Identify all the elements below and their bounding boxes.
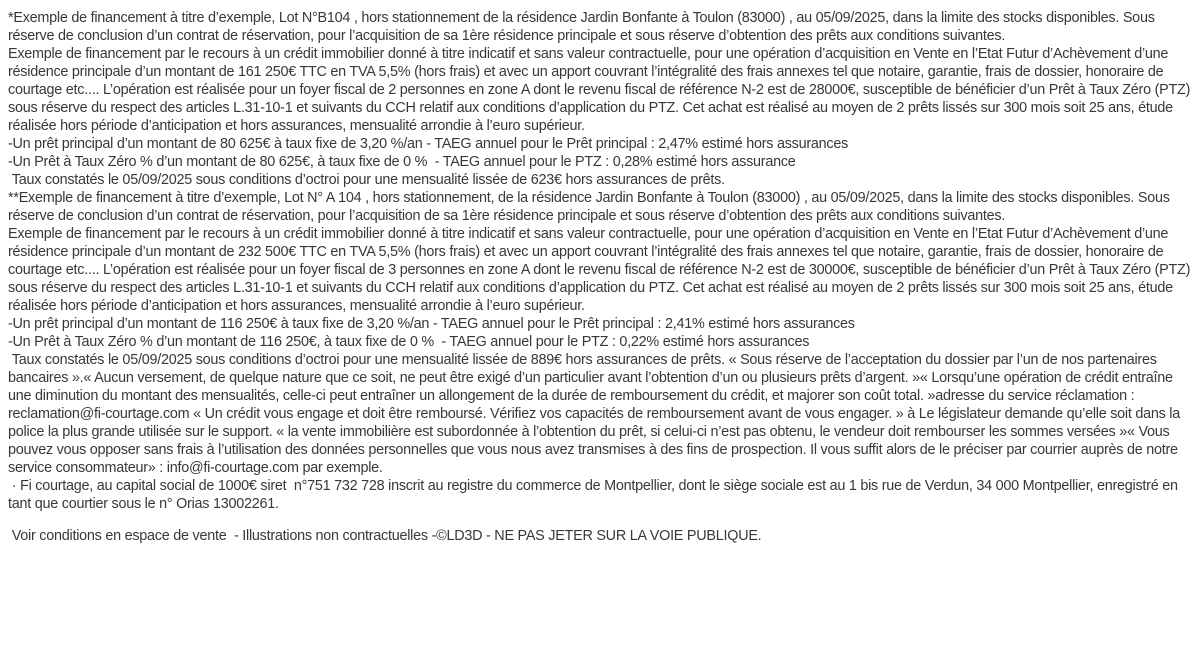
example-1-ptz-loan-line: -Un Prêt à Taux Zéro % d’un montant de 80 625€, à taux fixe de 0 % - TAEG annuel pour le PTZ : 0,28% estimé hors assurance [8,154,796,170]
financing-example-1-intro: *Exemple de financement à titre d’exemple, Lot N°B104 , hors stationnement de la résidence Jardin Bonfante à Toulon (83000) , au 05/09/2025, dans la limite des stocks disponibles. Sous réserve de conclusion d’un contrat de réservation, pour l’acquisition de sa 1ère résidence principale et sous réserve d’obtention des prêts aux conditions suivantes. [8,10,1159,44]
example-1-principal-loan-line: -Un prêt principal d’un montant de 80 625€ à taux fixe de 3,20 %/an - TAEG annuel pour le Prêt principal : 2,47% estimé hors assurances [8,136,849,152]
company-registration-paragraph: · Fi courtage, au capital social de 1000€ siret n°751 732 728 inscrit au registre du commerce de Montpellier, dont le siège sociale est au 1 bis rue de Verdun, 34 000 Montpellier, enregistré en tant que courtier sous le n° Orias 13002261. [8,478,1182,512]
financing-example-2-intro: **Exemple de financement à titre d’exemple, Lot N° A 104 , hors stationnement, de la résidence Jardin Bonfante à Toulon (83000) , au 05/09/2025, dans la limite des stocks disponibles. Sous réserve de conclusion d’un contrat de réservation, pour l’acquisition de sa 1ère résidence principale et sous réserve d’obtention des prêts aux conditions suivantes. [8,190,1174,224]
example-2-ptz-loan-line: -Un Prêt à Taux Zéro % d’un montant de 116 250€, à taux fixe de 0 % - TAEG annuel pour le PTZ : 0,22% estimé hors assurances [8,334,810,350]
financing-example-2-details: Exemple de financement par le recours à un crédit immobilier donné à titre indicatif et sans valeur contractuelle, pour une opération d’acquisition en Vente en l’Etat Futur d’Achèvement d’une résidence principale d’un montant de 232 500€ TTC en TVA 5,5% (hors frais) et avec un apport couvrant l’intégralité des frais annexes tel que notaire, garantie, frais de dossier, honoraire de courtage etc.... L’opération est réalisée pour un foyer fiscal de 3 personnes en zone A dont le revenu fiscal de référence N-2 est de 30000€, susceptible de bénéficier d’un Prêt à Taux Zéro (PTZ) sous réserve du respect des articles L.31-10-1 et suivants du CCH relatif aux conditions d’application du PTZ. Cet achat est réalisé au moyen de 2 prêts lissés sur 300 mois soit 25 ans, étude réalisée hors période d’anticipation et hors assurances, mensualité arrondie à l’euro supérieur. [8,226,1194,314]
legal-mentions-paragraph: Taux constatés le 05/09/2025 sous conditions d’octroi pour une mensualité lissée de 889€ hors assurances de prêts. « Sous réserve de l’acceptation du dossier par l’un de nos partenaires bancaires ».« Aucun versement, de quelque nature que ce soit, ne peut être exigé d’un particulier avant l’obtention d’un ou plusieurs prêts d’argent. »« Lorsqu’une opération de crédit entraîne une diminution du montant des mensualités, celle-ci peut entraîner un allongement de la durée de remboursement du crédit, et majorer son coût total. »adresse du service réclamation : reclamation@fi-courtage.com « Un crédit vous engage et doit être remboursé. Vérifiez vos capacités de remboursement avant de vous engager. » à Le législateur demande qu’elle soit dans la police la plus grande utilisée sur le support. « la vente immobilière est subordonnée à l’obtention du prêt, si celui-ci n’est pas obtenu, le vendeur doit rembourser les sommes versées »« Vous pouvez vous opposer sans frais à l’utilisation des données personnelles que vous nous avez transmises à des fins de prospection. Il vous suffit alors de le préciser par courrier auprès de notre service consommateur» : info@fi-courtage.com par exemple. [8,352,1184,476]
example-2-principal-loan-line: -Un prêt principal d’un montant de 116 250€ à taux fixe de 3,20 %/an - TAEG annuel pour le Prêt principal : 2,41% estimé hors assurances [8,316,855,332]
financing-example-1-details: Exemple de financement par le recours à un crédit immobilier donné à titre indicatif et sans valeur contractuelle, pour une opération d’acquisition en Vente en l’Etat Futur d’Achèvement d’une résidence principale d’un montant de 161 250€ TTC en TVA 5,5% (hors frais) et avec un apport couvrant l’intégralité des frais annexes tel que notaire, garantie, frais de dossier, honoraire de courtage etc.... L’opération est réalisée pour un foyer fiscal de 2 personnes en zone A dont le revenu fiscal de référence N-2 est de 28000€, susceptible de bénéficier d’un Prêt à Taux Zéro (PTZ) sous réserve du respect des articles L.31-10-1 et suivants du CCH relatif aux conditions d’application du PTZ. Cet achat est réalisé au moyen de 2 prêts lissés sur 300 mois soit 25 ans, étude réalisée hors période d’anticipation et hors assurances, mensualité arrondie à l’euro supérieur. [8,46,1194,134]
footer-notice-line: Voir conditions en espace de vente - Illustrations non contractuelles -©LD3D - NE PAS JETER SUR LA VOIE PUBLIQUE. [8,528,762,544]
example-1-observed-rates-line: Taux constatés le 05/09/2025 sous conditions d’octroi pour une mensualité lissée de 623€ hors assurances de prêts. [8,172,725,188]
